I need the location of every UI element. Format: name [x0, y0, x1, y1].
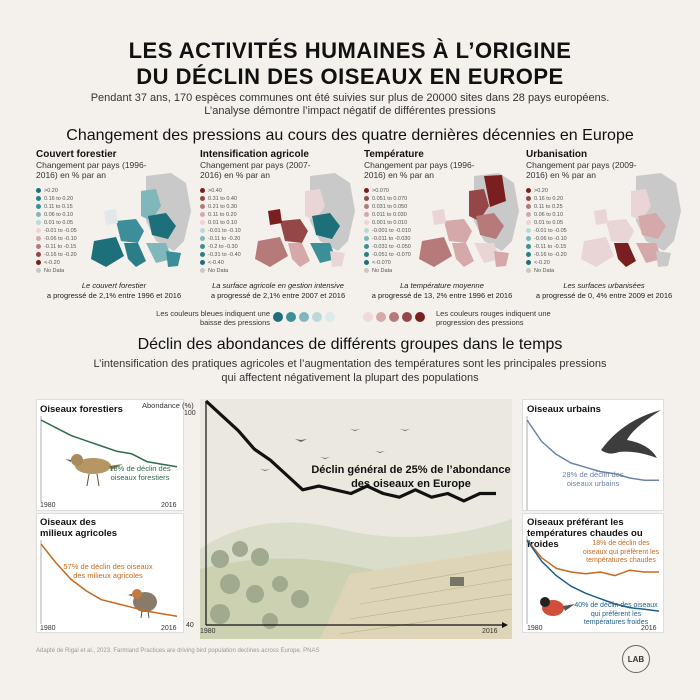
legend-item — [200, 219, 241, 227]
note-line1: 18% de déclin des — [109, 464, 171, 473]
legend-item — [526, 227, 567, 235]
legend-item — [526, 251, 567, 259]
main-chart — [200, 399, 512, 639]
panel-urban-birds — [522, 399, 664, 511]
legend-label: 0.11 to 0.20 — [208, 212, 237, 218]
panel-subtitle: Changement par pays (1996-2016) en % par an — [36, 160, 147, 180]
x-end-label: 2016 — [161, 502, 177, 509]
legend-label: -0.001 to -0.010 — [372, 228, 411, 234]
forest-note — [97, 464, 183, 482]
main-x-start: 1980 — [200, 628, 216, 635]
caption-line1: Les surfaces urbanisées — [563, 281, 645, 290]
legend-forest — [36, 187, 77, 275]
legend-item — [36, 203, 77, 211]
cold-line2: qui préfèrent les — [590, 610, 642, 618]
legend-item — [526, 235, 567, 243]
cold-line3: températures froides — [583, 619, 649, 626]
panel-temperature-birds — [522, 513, 664, 633]
panel-caption — [364, 281, 520, 301]
europe-map-urban — [576, 171, 686, 271]
title-line1: Oiseaux préférant les — [527, 517, 624, 528]
caption-line2: a progressé de 2,1% entre 2007 et 2016 — [210, 291, 346, 300]
swift-bird-icon — [601, 410, 661, 458]
legend-label: -0.06 to -0.10 — [534, 236, 567, 242]
legend-item — [364, 219, 411, 227]
partridge-bird-icon — [128, 589, 157, 618]
caption-line2: a progressé de 2,1% entre 1996 et 2016 — [46, 291, 182, 300]
x-start-label: 1980 — [40, 625, 56, 632]
legend-label: 0.11 to 0.15 — [44, 204, 73, 210]
legend-item — [526, 187, 567, 195]
legend-temp — [364, 187, 411, 275]
panel-couvert-forestier — [36, 149, 192, 301]
legend-label: -0.01 to -0.05 — [534, 228, 567, 234]
legend-item — [200, 267, 241, 275]
agri-series-line — [41, 544, 177, 616]
legend-item — [364, 243, 411, 251]
legend-item — [526, 267, 567, 275]
legend-label: -0.011 to -0.030 — [372, 236, 411, 242]
legend-item — [36, 267, 77, 275]
note-line2: des milieux agricoles — [73, 571, 143, 580]
legend-item — [364, 251, 411, 259]
legend-item — [364, 267, 411, 275]
legend-label: -0.16 to -0.20 — [44, 252, 77, 258]
panel-temperature — [364, 149, 520, 301]
legend-item — [200, 227, 241, 235]
legend-item — [36, 187, 77, 195]
legend-item — [526, 259, 567, 267]
legend-label: 0.06 to 0.10 — [534, 212, 564, 218]
panel-title: Urbanisation — [526, 149, 588, 160]
legend-label: <-0.20 — [534, 260, 550, 266]
legend-item — [200, 203, 241, 211]
legend-label: -0.16 to -0.20 — [534, 252, 567, 258]
legend-label: 0.01 to 0.05 — [534, 220, 564, 226]
caption-line1: Le couvert forestier — [81, 281, 147, 290]
legend-label: <-0.20 — [44, 260, 60, 266]
x-end-label: 2016 — [161, 625, 177, 632]
panel-intensification-agricole — [200, 149, 356, 301]
title-line2: milieux agricoles — [40, 528, 118, 539]
legend-item — [36, 195, 77, 203]
warm-line1: 18% de déclin des — [592, 540, 650, 547]
legend-label: 0.001 to 0.010 — [372, 220, 408, 226]
caption-line1: La surface agricole en gestion intensive — [212, 281, 344, 290]
legend-item — [526, 203, 567, 211]
legend-label: -0.01 to -0.10 — [208, 228, 241, 234]
legend-item — [36, 219, 77, 227]
legend-item — [526, 243, 567, 251]
color-scale — [272, 310, 432, 324]
title-line2: températures chaudes ou froides — [527, 528, 643, 550]
section2-subtitle-line2: qui affectent négativement la plupart des populations — [221, 372, 479, 384]
panel-title: Température — [364, 149, 424, 160]
warm-line3: températures chaudes — [586, 557, 656, 564]
legend-item — [36, 243, 77, 251]
main-chart-panel — [142, 399, 512, 639]
panel-subtitle: Changement par pays (1996-2016) en % par an — [364, 160, 475, 180]
legend-label: -0.2 to -0.30 — [208, 244, 238, 250]
legend-label: -0.31 to -0.40 — [208, 252, 241, 258]
note-line1: 28% de déclin des — [562, 470, 624, 479]
warm-note — [577, 540, 665, 566]
legend-item — [364, 203, 411, 211]
legend-label: 0.21 to 0.30 — [208, 204, 238, 210]
legend-label: -0.11 to -0.15 — [534, 244, 567, 250]
legend-agri — [200, 187, 241, 275]
forest-series-line — [41, 420, 177, 467]
panel-caption — [200, 281, 356, 301]
urban-note — [543, 470, 643, 488]
panel-subtitle: Changement par pays (2007-2016) en % par an — [200, 160, 311, 180]
legend-label: 0.011 to 0.030 — [372, 212, 407, 218]
europe-map-temp — [414, 171, 524, 271]
legend-label: 0.031 to 0.050 — [372, 204, 408, 210]
page-title-line2: DU DÉCLIN DES OISEAUX EN EUROPE — [136, 64, 564, 89]
note-line2: oiseaux urbains — [566, 479, 620, 488]
europe-map-forest — [86, 171, 196, 271]
panel-title: Couvert forestier — [36, 149, 117, 160]
legend-label: -0.01 to -0.05 — [44, 228, 77, 234]
urban-title: Oiseaux urbains — [527, 404, 601, 415]
legend-label: 0.01 to 0.05 — [44, 220, 74, 226]
annotation-line1: Déclin général de 25% de l’abondance — [311, 464, 511, 476]
legend-item — [364, 235, 411, 243]
x-start-label: 1980 — [527, 625, 543, 632]
legend-label: 0.01 to 0.10 — [208, 220, 238, 226]
page-subtitle-line1: Pendant 37 ans, 170 espèces communes ont été suivies sur plus de 20000 sites dans 28 pays européens. — [90, 92, 610, 104]
legend-label: <-0.070 — [372, 260, 391, 266]
legend-item — [200, 195, 241, 203]
legend-item — [526, 211, 567, 219]
legend-label: No Data — [44, 268, 65, 274]
caption-line2: a progressé de 13, 2% entre 1996 et 2016 — [371, 291, 513, 300]
legend-label: 0.16 to 0.20 — [534, 196, 564, 202]
main-y-bottom: 40 — [186, 622, 194, 629]
legend-label: >0.20 — [44, 188, 58, 194]
legend-item — [36, 259, 77, 267]
legend-item — [200, 243, 241, 251]
panel-urbanisation — [526, 149, 682, 301]
landscape-illustration — [200, 429, 512, 639]
title-line1: Oiseaux des — [40, 517, 96, 528]
legend-item — [200, 211, 241, 219]
legend-item — [36, 251, 77, 259]
annotation-line2: des oiseaux en Europe — [351, 478, 471, 490]
legend-item — [364, 195, 411, 203]
legend-item — [364, 187, 411, 195]
panel-farmland-birds — [36, 513, 184, 633]
legend-label: 0.06 to 0.10 — [44, 212, 74, 218]
legend-label: No Data — [372, 268, 393, 274]
legend-item — [200, 259, 241, 267]
legend-label: -0.031 to -0.050 — [372, 244, 411, 250]
panel-caption — [36, 281, 192, 301]
note-line1: 57% de déclin des oiseaux — [63, 562, 153, 571]
legend-item — [526, 219, 567, 227]
section2-subtitle-line1: L’intensification des pratiques agricoles et l’augmentation des températures sont les principales pressions — [93, 358, 607, 370]
main-x-end: 2016 — [482, 628, 498, 635]
europe-map-agri — [250, 171, 360, 271]
legend-label: <-0.40 — [208, 260, 224, 266]
cold-note — [567, 602, 665, 628]
legend-label: 0.16 to 0.20 — [44, 196, 74, 202]
panel-forest-birds — [36, 399, 184, 511]
legend-item — [200, 187, 241, 195]
legend-blue-text: Les couleurs bleues indiquent une baisse des pressions — [156, 309, 270, 327]
legend-label: -0.06 to -0.10 — [44, 236, 77, 242]
section1-title: Changement des pressions au cours des quatre dernières décennies en Europe — [66, 127, 634, 144]
agri-note — [43, 562, 173, 580]
legend-label: >0.20 — [534, 188, 548, 194]
legend-label: 0.31 to 0.40 — [208, 196, 238, 202]
warm-line2: oiseaux qui préfèrent les — [582, 548, 660, 556]
legend-item — [364, 211, 411, 219]
panel-title: Intensification agricole — [200, 149, 309, 160]
legend-label: No Data — [208, 268, 229, 274]
legend-item — [364, 259, 411, 267]
forest-chart — [37, 400, 185, 512]
legend-item — [36, 235, 77, 243]
page-title-line1: LES ACTIVITÉS HUMAINES À L’ORIGINE — [128, 38, 572, 63]
legend-item — [200, 235, 241, 243]
legend-label: >0.40 — [208, 188, 222, 194]
panel-subtitle: Changement par pays (2009-2016) en % par an — [526, 160, 637, 180]
legend-label: -0.051 to -0.070 — [372, 252, 411, 258]
legend-urban — [526, 187, 567, 275]
legend-item — [526, 195, 567, 203]
legend-item — [36, 211, 77, 219]
legend-item — [200, 251, 241, 259]
x-start-label: 1980 — [40, 502, 56, 509]
legend-label: >0.070 — [372, 188, 389, 194]
legend-label: -0.11 to -0.15 — [44, 244, 77, 250]
urban-chart — [523, 400, 665, 512]
main-annotation — [306, 463, 516, 491]
page-subtitle-line2: L’analyse démontre l’impact négatif de différentes pressions — [204, 105, 496, 117]
x-end-label: 2016 — [641, 625, 657, 632]
legend-label: 0.11 to 0.25 — [534, 204, 563, 210]
note-line2: oiseaux forestiers — [110, 473, 170, 482]
source-citation: Adapté de Rigal et al., 2023. Farmland Practices are driving bird population declines across Europe. PNAS — [36, 648, 320, 654]
main-y-top: 100 — [184, 410, 196, 417]
main-ylabel: Abondance (%) — [142, 401, 194, 410]
lab-logo: LAB — [622, 645, 650, 673]
legend-red-text: Les couleurs rouges indiquent une progression des pressions — [436, 309, 551, 327]
caption-line2: a progressé de 0, 4% entre 2009 et 2016 — [535, 291, 673, 300]
section2-title: Déclin des abondances de différents groupes dans le temps — [137, 336, 563, 353]
legend-label: 0.051 to 0.070 — [372, 196, 408, 202]
legend-item — [364, 227, 411, 235]
cold-line1: 40% de déclin des oiseaux — [574, 602, 658, 609]
panel-caption — [526, 281, 682, 301]
legend-item — [36, 227, 77, 235]
caption-line1: La température moyenne — [400, 281, 484, 290]
legend-label: No Data — [534, 268, 555, 274]
legend-label: -0.11 to -0.20 — [208, 236, 241, 242]
forest-title: Oiseaux forestiers — [40, 404, 123, 415]
